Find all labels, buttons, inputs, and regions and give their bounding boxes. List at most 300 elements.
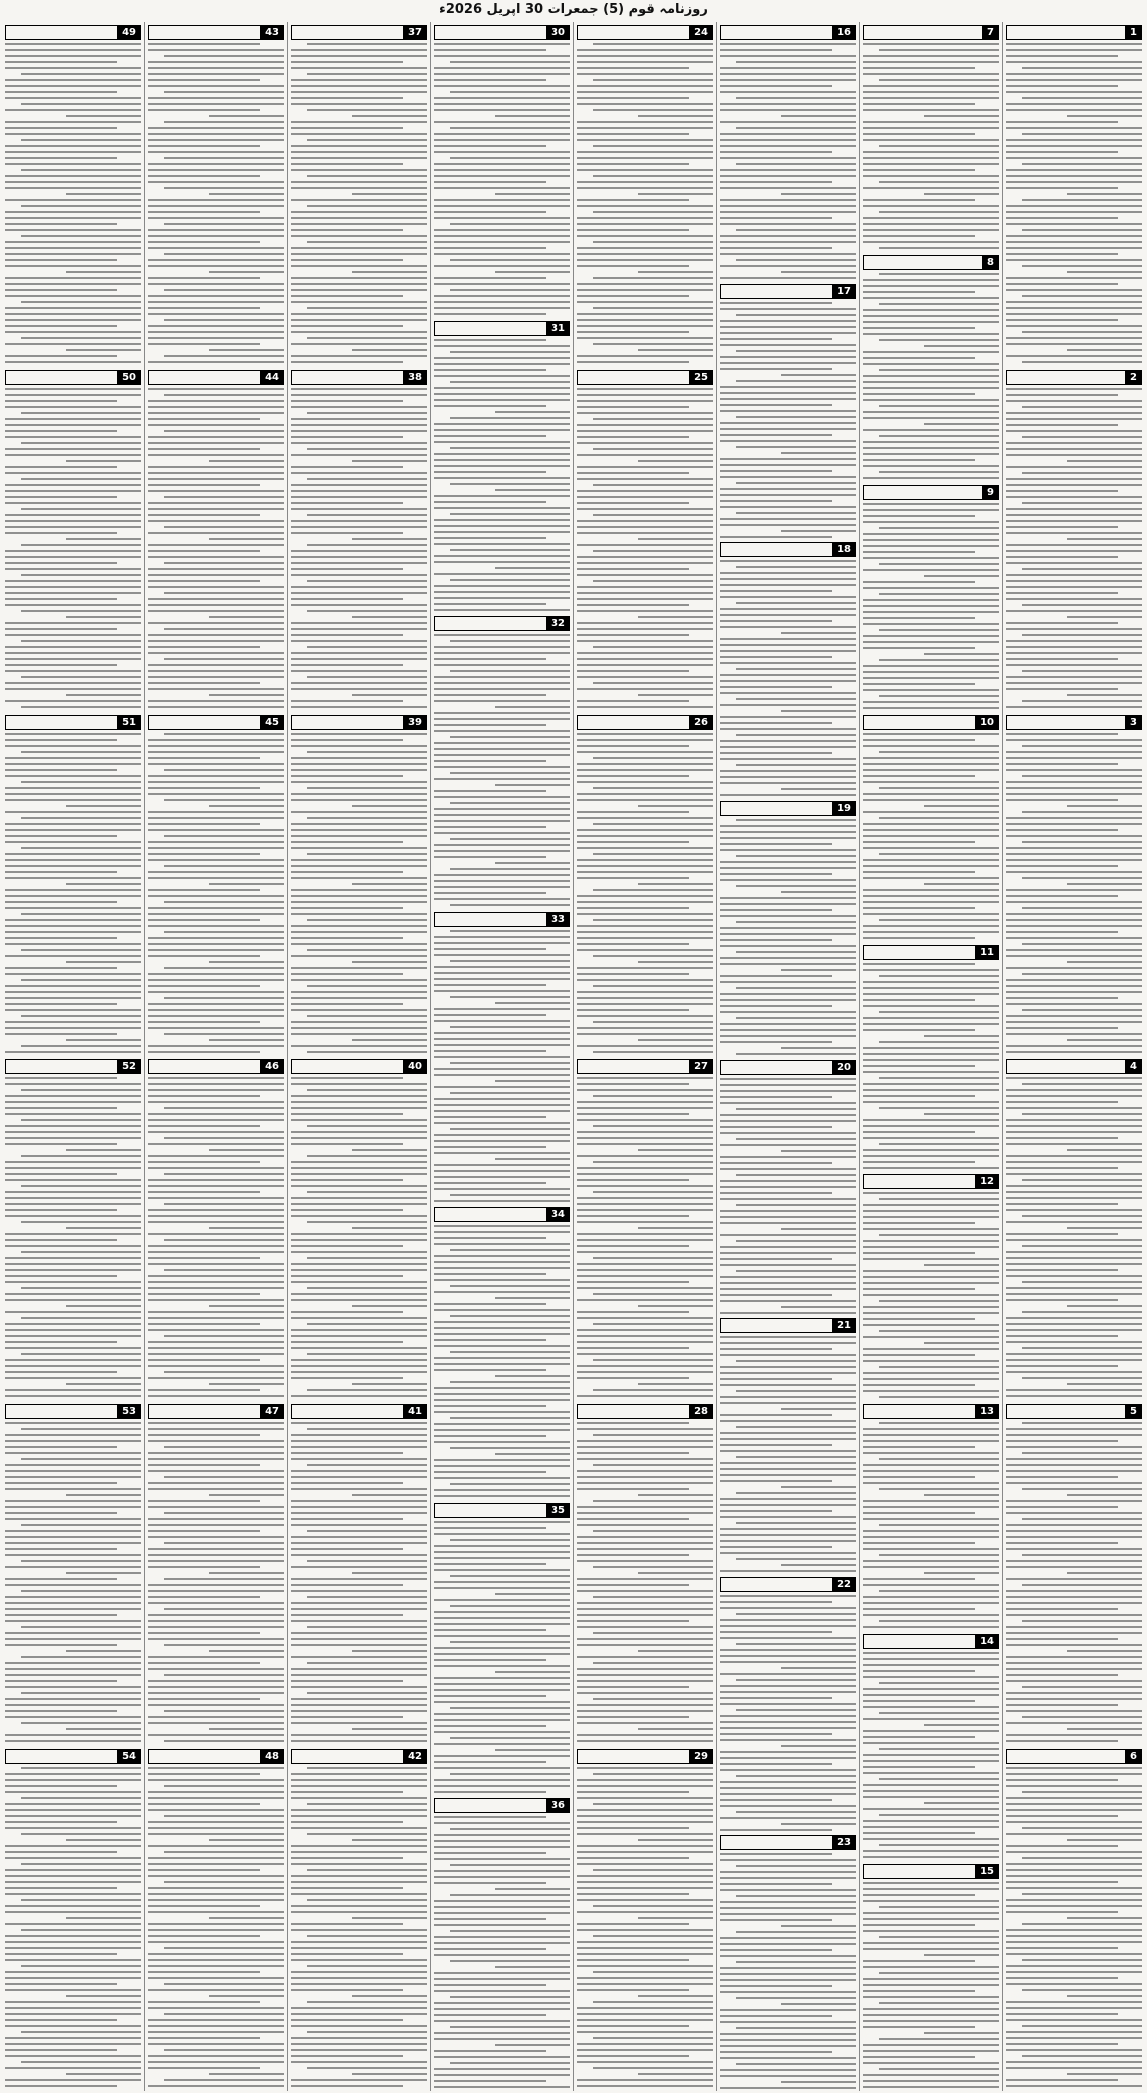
text-line — [879, 1041, 999, 1043]
text-line — [736, 314, 856, 316]
text-line — [720, 1432, 856, 1434]
item-header — [1006, 370, 1142, 385]
text-line — [863, 1960, 975, 1962]
text-line — [1006, 955, 1142, 957]
text-line — [5, 775, 141, 777]
text-line — [577, 181, 713, 183]
item-number: 42 — [403, 1749, 427, 1764]
text-line — [593, 1191, 713, 1193]
text-line — [720, 1126, 832, 1128]
text-line — [66, 2073, 141, 2075]
text-line — [291, 496, 427, 498]
text-line — [1006, 676, 1142, 678]
text-line — [1006, 1155, 1142, 1157]
text-line — [720, 235, 856, 237]
column — [716, 22, 859, 2091]
text-line — [781, 788, 856, 790]
text-line — [1006, 1257, 1142, 1259]
text-line — [736, 1204, 856, 1206]
text-line — [434, 1755, 570, 1757]
text-line — [1006, 835, 1142, 837]
text-line — [148, 478, 284, 480]
text-line — [164, 121, 284, 123]
text-line — [577, 301, 713, 303]
text-line — [5, 811, 141, 813]
text-line — [863, 745, 999, 747]
text-line — [1006, 1500, 1142, 1502]
text-line — [352, 1494, 427, 1496]
text-line — [21, 610, 141, 612]
text-line — [577, 1033, 713, 1035]
text-line — [577, 925, 713, 927]
text-line — [1006, 1953, 1142, 1955]
text-line — [720, 85, 832, 87]
text-line — [66, 961, 141, 963]
text-line — [291, 1275, 403, 1277]
text-line — [593, 1051, 713, 1053]
text-line — [148, 1518, 284, 1520]
text-line — [148, 1428, 284, 1430]
text-line — [1006, 889, 1142, 891]
text-line — [1006, 1003, 1142, 1005]
text-line — [720, 981, 856, 983]
item-header — [863, 945, 999, 960]
text-line — [863, 1023, 999, 1025]
text-line — [450, 289, 570, 291]
text-line — [863, 1476, 975, 1478]
text-line — [720, 782, 856, 784]
text-line — [5, 1203, 141, 1205]
text-line — [863, 309, 999, 311]
text-line — [5, 157, 117, 159]
text-line — [291, 1482, 403, 1484]
text-line — [863, 1167, 999, 1169]
text-line — [148, 151, 284, 153]
text-line — [291, 1173, 427, 1175]
item-header — [1006, 1749, 1142, 1764]
text-line — [291, 163, 403, 165]
text-line — [148, 508, 284, 510]
item-title — [863, 1404, 975, 1419]
text-line — [863, 1204, 999, 1206]
item-title — [434, 321, 546, 336]
text-line — [148, 1263, 284, 1265]
text-line — [1022, 1083, 1142, 1085]
text-line — [5, 700, 141, 702]
text-line — [291, 1143, 403, 1145]
text-line — [1006, 1101, 1118, 1103]
text-line — [291, 1941, 427, 1943]
text-line — [593, 1869, 713, 1871]
text-line — [5, 91, 117, 93]
text-line — [307, 1560, 427, 1562]
item-header — [577, 1059, 713, 1074]
text-line — [291, 1779, 427, 1781]
text-line — [1067, 961, 1142, 963]
classified-item — [291, 1401, 427, 1746]
text-line — [879, 695, 999, 697]
text-line — [1006, 2043, 1118, 2045]
text-line — [638, 883, 713, 885]
text-line — [577, 817, 713, 819]
text-line — [164, 628, 284, 630]
column — [2, 22, 144, 2091]
item-header — [148, 1749, 284, 1764]
text-line — [434, 561, 570, 563]
text-line — [434, 1044, 570, 1046]
text-line — [5, 325, 117, 327]
text-line — [291, 211, 427, 213]
text-line — [593, 484, 713, 486]
text-line — [148, 1389, 260, 1391]
text-line — [863, 847, 999, 849]
text-line — [720, 1721, 856, 1723]
text-line — [434, 1291, 570, 1293]
text-line — [21, 478, 141, 480]
item-text-block — [720, 1078, 856, 1316]
text-line — [148, 520, 284, 522]
text-line — [1067, 1039, 1142, 1041]
item-title — [5, 1404, 117, 1419]
text-line — [434, 363, 570, 365]
text-line — [577, 751, 713, 753]
text-line — [5, 496, 117, 498]
classified-item — [434, 613, 570, 909]
text-line — [21, 169, 141, 171]
text-line — [863, 1131, 975, 1133]
text-line — [291, 1638, 427, 1640]
text-line — [720, 1504, 856, 1506]
text-line — [5, 1482, 117, 1484]
text-line — [863, 399, 999, 401]
text-line — [736, 2063, 856, 2065]
text-line — [434, 748, 570, 750]
text-line — [148, 1779, 284, 1781]
text-line — [5, 1476, 141, 1478]
text-line — [736, 1679, 856, 1681]
text-line — [164, 901, 284, 903]
text-line — [1006, 121, 1118, 123]
text-line — [1006, 1464, 1142, 1466]
text-line — [593, 823, 713, 825]
text-line — [1006, 646, 1142, 648]
text-line — [434, 1134, 570, 1136]
text-line — [720, 746, 856, 748]
item-number: 1 — [1125, 25, 1142, 40]
item-text-block — [577, 1077, 713, 1401]
text-line — [434, 1393, 570, 1395]
text-line — [577, 1506, 713, 1508]
text-line — [1006, 1983, 1142, 1985]
text-line — [1006, 1740, 1118, 1742]
text-line — [5, 1716, 141, 1718]
text-line — [1006, 2007, 1142, 2009]
text-line — [720, 1883, 832, 1885]
text-line — [307, 787, 427, 789]
item-title — [863, 715, 975, 730]
classified-item — [577, 1401, 713, 1746]
text-line — [863, 2020, 999, 2022]
text-line — [307, 1155, 427, 1157]
item-number: 45 — [260, 715, 284, 730]
text-line — [148, 307, 260, 309]
text-line — [863, 381, 999, 383]
text-line — [352, 616, 427, 618]
text-line — [1006, 1251, 1142, 1253]
text-line — [863, 2014, 999, 2016]
text-line — [1022, 2025, 1142, 2027]
text-line — [291, 1785, 427, 1787]
text-line — [291, 265, 427, 267]
text-line — [863, 701, 999, 703]
text-line — [434, 1569, 570, 1571]
text-line — [736, 668, 856, 670]
text-line — [1022, 670, 1142, 672]
text-line — [5, 1245, 141, 1247]
text-line — [720, 1534, 856, 1536]
text-line — [148, 1791, 284, 1793]
text-line — [5, 175, 141, 177]
text-line — [1006, 2061, 1142, 2063]
text-line — [66, 1305, 141, 1307]
text-line — [291, 1887, 403, 1889]
text-line — [1006, 1590, 1142, 1592]
text-line — [5, 1422, 141, 1424]
text-line — [879, 629, 999, 631]
text-line — [450, 157, 570, 159]
text-line — [924, 1572, 999, 1574]
text-line — [1006, 478, 1142, 480]
text-line — [434, 1647, 570, 1649]
text-line — [5, 2043, 141, 2045]
text-line — [577, 1422, 689, 1424]
text-line — [577, 913, 713, 915]
item-text-block — [148, 43, 284, 367]
text-line — [879, 1906, 999, 1908]
text-line — [209, 1917, 284, 1919]
text-line — [1006, 751, 1142, 753]
text-line — [1067, 694, 1142, 696]
text-line — [352, 2073, 427, 2075]
text-line — [720, 265, 856, 267]
text-line — [781, 1150, 856, 1152]
text-line — [5, 1740, 141, 1742]
text-line — [863, 775, 975, 777]
text-line — [863, 1820, 999, 1822]
text-line — [148, 598, 284, 600]
text-line — [495, 411, 570, 413]
text-line — [21, 1863, 141, 1865]
text-line — [863, 871, 975, 873]
item-number: 17 — [832, 284, 856, 299]
text-line — [352, 1227, 427, 1229]
text-line — [1006, 319, 1118, 321]
text-line — [291, 289, 427, 291]
text-line — [577, 739, 713, 741]
text-line — [720, 338, 832, 340]
text-line — [291, 1716, 403, 1718]
text-line — [434, 1405, 546, 1407]
text-line — [577, 1620, 689, 1622]
text-line — [495, 784, 570, 786]
column — [573, 22, 716, 2091]
text-line — [5, 2013, 141, 2015]
text-line — [148, 787, 260, 789]
text-line — [1006, 418, 1142, 420]
text-line — [863, 1664, 999, 1666]
text-line — [5, 937, 117, 939]
text-line — [291, 301, 427, 303]
text-line — [1006, 2001, 1142, 2003]
text-line — [291, 1791, 403, 1793]
text-line — [148, 61, 284, 63]
text-line — [5, 1881, 141, 1883]
text-line — [434, 2038, 570, 2040]
text-line — [1006, 781, 1142, 783]
text-line — [291, 1554, 427, 1556]
text-line — [495, 1671, 570, 1673]
text-line — [495, 1080, 570, 1082]
text-line — [21, 2031, 141, 2033]
text-line — [148, 871, 284, 873]
text-line — [577, 1857, 689, 1859]
text-line — [5, 1710, 117, 1712]
text-line — [5, 43, 141, 45]
text-line — [148, 1395, 284, 1397]
text-line — [863, 925, 999, 927]
text-line — [434, 1870, 570, 1872]
text-line — [5, 1500, 141, 1502]
text-line — [291, 1021, 427, 1023]
text-line — [720, 825, 856, 827]
text-line — [720, 1601, 832, 1603]
text-line — [434, 1020, 570, 1022]
text-line — [164, 997, 284, 999]
text-line — [307, 2031, 427, 2033]
text-line — [291, 1989, 403, 1991]
text-line — [434, 1008, 570, 1010]
text-line — [450, 1381, 570, 1383]
text-line — [577, 1680, 713, 1682]
text-line — [1006, 1197, 1142, 1199]
classified-item — [863, 1401, 999, 1631]
text-line — [1006, 1077, 1142, 1079]
item-title — [1006, 25, 1125, 40]
text-line — [1006, 682, 1142, 684]
item-header — [720, 542, 856, 557]
text-line — [863, 1996, 999, 1998]
text-line — [291, 1881, 427, 1883]
text-line — [1006, 793, 1142, 795]
text-line — [434, 688, 570, 690]
text-line — [879, 1488, 999, 1490]
text-line — [720, 2075, 856, 2077]
text-line — [863, 2062, 999, 2064]
text-line — [164, 1710, 284, 1712]
text-line — [307, 448, 427, 450]
text-line — [209, 1149, 284, 1151]
text-line — [434, 1188, 570, 1190]
text-line — [1006, 1209, 1142, 1211]
text-line — [720, 476, 856, 478]
text-line — [1006, 1941, 1142, 1943]
item-number: 34 — [546, 1207, 570, 1222]
text-line — [1006, 550, 1142, 552]
text-line — [577, 1009, 689, 1011]
text-line — [736, 416, 856, 418]
text-line — [924, 883, 999, 885]
text-line — [1067, 538, 1142, 540]
text-line — [291, 508, 427, 510]
text-line — [209, 1995, 284, 1997]
text-line — [352, 349, 427, 351]
text-line — [5, 85, 141, 87]
text-line — [1006, 1935, 1142, 1937]
text-line — [736, 1240, 856, 1242]
text-line — [577, 1470, 713, 1472]
text-line — [291, 823, 427, 825]
text-line — [307, 241, 427, 243]
text-line — [434, 1140, 570, 1142]
text-line — [5, 943, 141, 945]
text-line — [879, 1620, 999, 1622]
text-line — [450, 381, 570, 383]
text-line — [434, 199, 570, 201]
text-line — [924, 115, 999, 117]
text-line — [291, 1269, 427, 1271]
text-line — [1006, 1506, 1118, 1508]
text-line — [593, 1161, 713, 1163]
text-line — [352, 271, 427, 273]
text-line — [577, 1155, 713, 1157]
text-line — [1006, 55, 1118, 57]
text-line — [577, 1827, 689, 1829]
text-line — [5, 1887, 117, 1889]
text-line — [148, 1329, 284, 1331]
text-line — [5, 211, 141, 213]
text-line — [1006, 1947, 1118, 1949]
text-line — [720, 614, 856, 616]
text-line — [577, 1875, 713, 1877]
text-line — [720, 1144, 856, 1146]
text-line — [720, 1985, 832, 1987]
text-line — [291, 67, 427, 69]
text-line — [5, 1389, 141, 1391]
text-line — [291, 1077, 403, 1079]
text-line — [1006, 85, 1118, 87]
text-line — [291, 319, 427, 321]
text-line — [291, 598, 403, 600]
text-line — [638, 1917, 713, 1919]
item-text-block — [577, 388, 713, 712]
text-line — [164, 1740, 284, 1742]
text-line — [291, 973, 403, 975]
text-line — [863, 2080, 999, 2082]
item-title — [863, 1634, 975, 1649]
text-line — [593, 1662, 713, 1664]
text-line — [148, 2001, 260, 2003]
text-line — [148, 2019, 284, 2021]
text-line — [434, 1152, 570, 1154]
text-line — [593, 1021, 713, 1023]
text-line — [863, 545, 999, 547]
text-line — [434, 1918, 546, 1920]
text-line — [720, 945, 856, 947]
text-line — [577, 1107, 713, 1109]
text-line — [434, 1719, 570, 1721]
text-line — [291, 1299, 427, 1301]
text-line — [450, 91, 570, 93]
